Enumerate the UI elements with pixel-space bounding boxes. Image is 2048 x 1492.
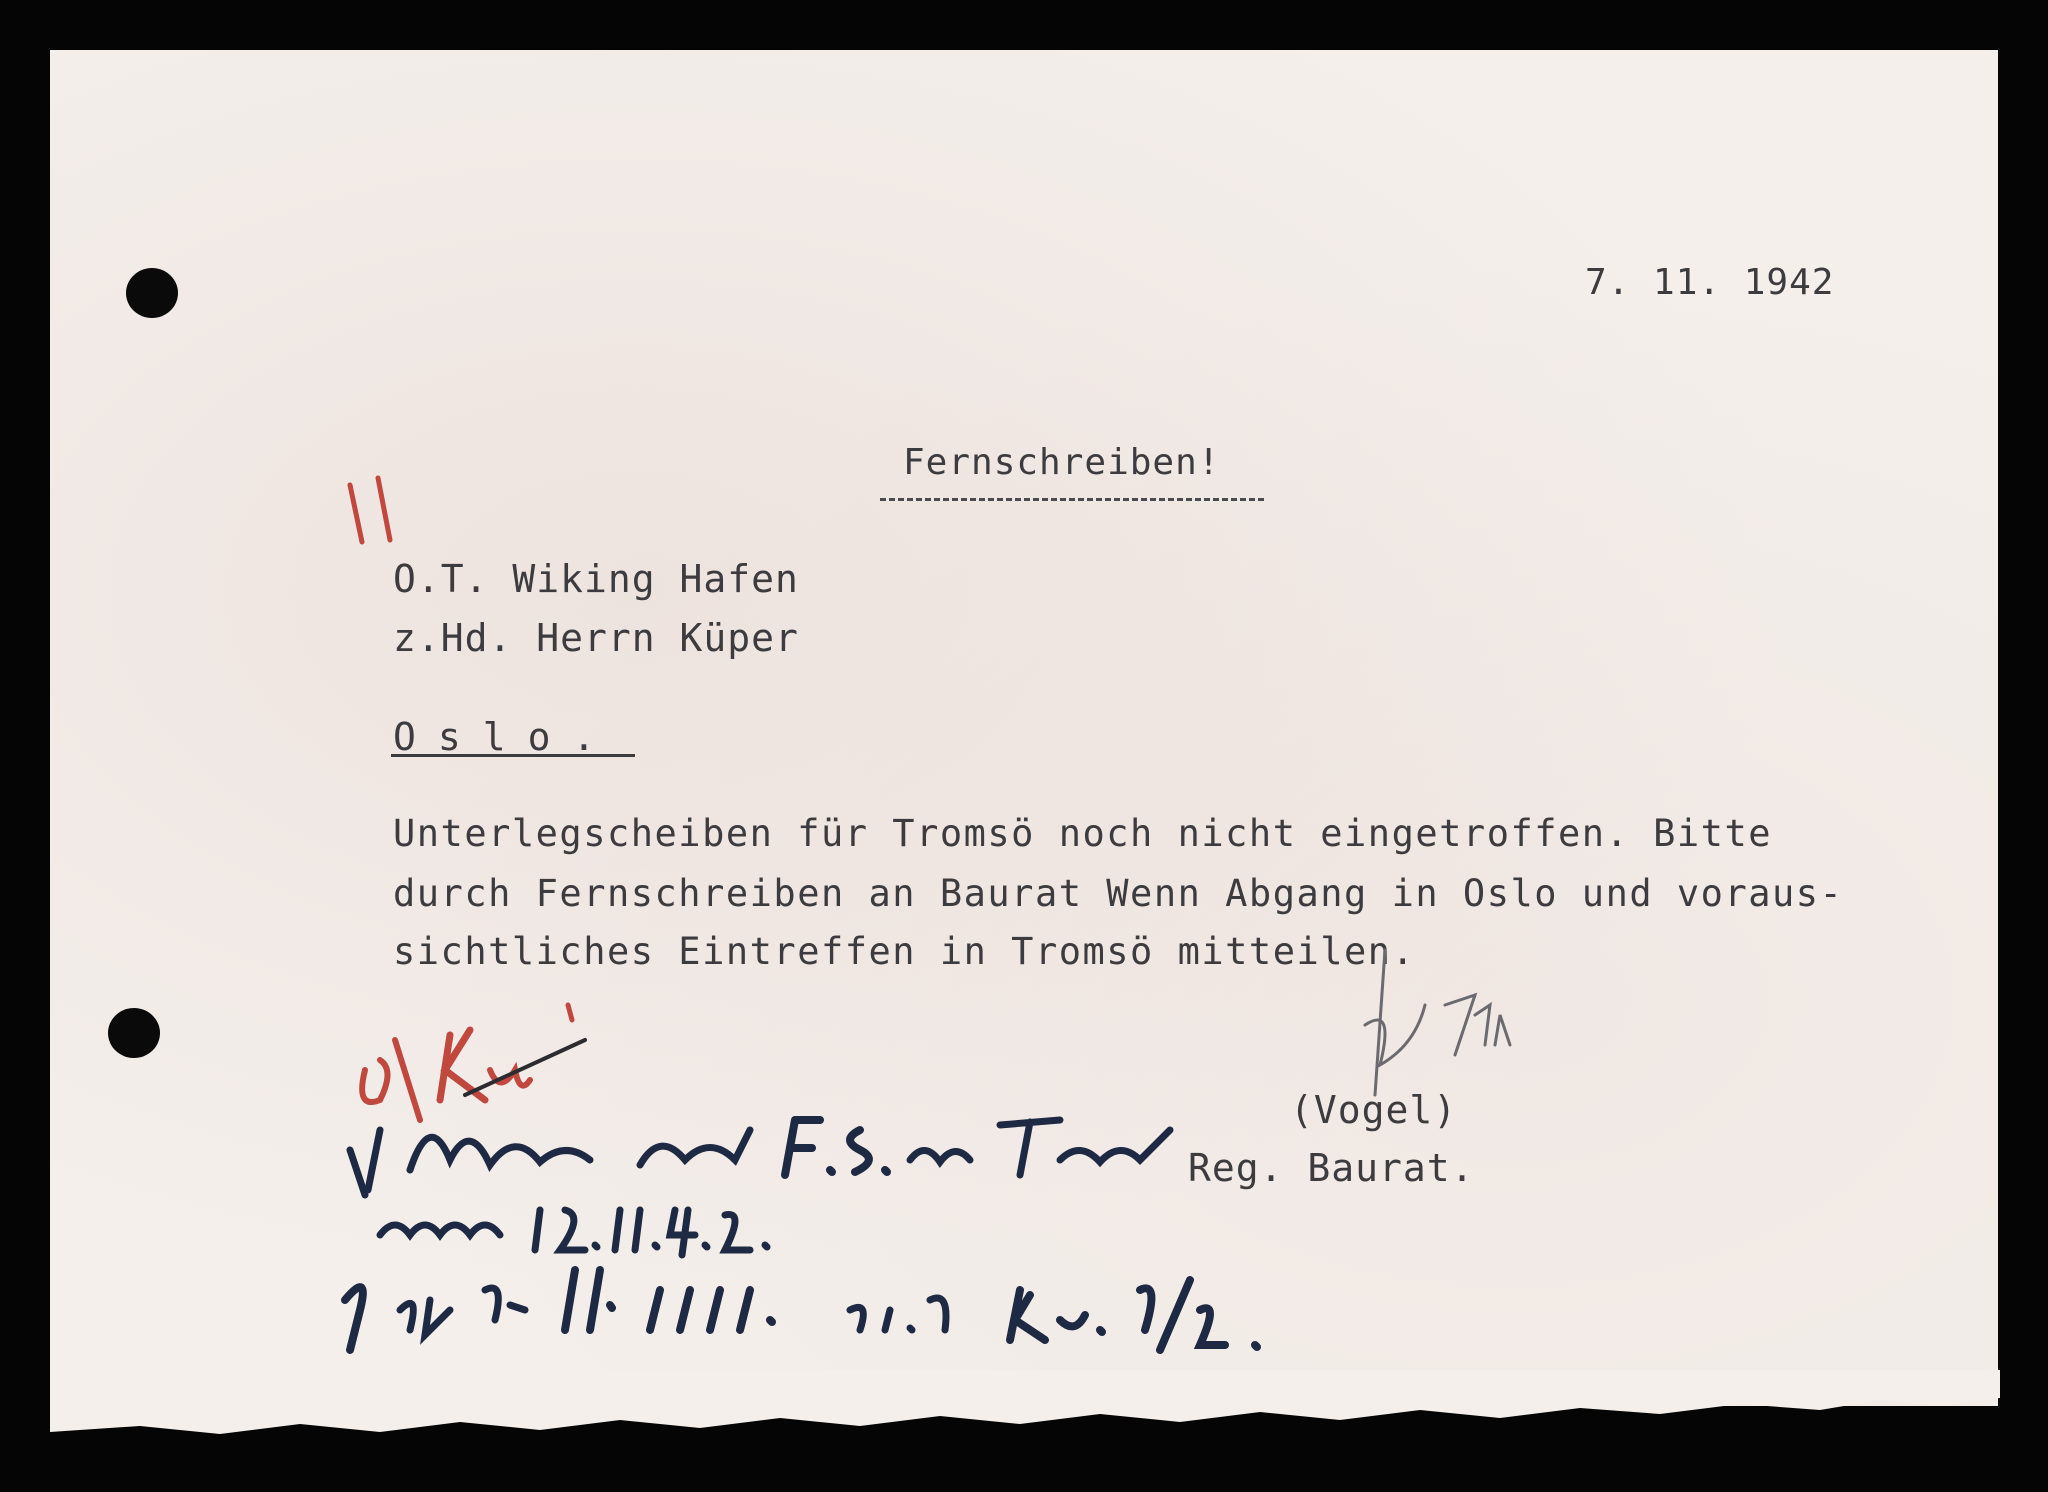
- body-line-1: Unterlegscheiben für Tromsö noch nicht eingetroffen. Bitte: [393, 812, 1773, 855]
- handwritten-note-line-3: [330, 1250, 1290, 1380]
- punch-hole-bottom: [108, 1008, 160, 1058]
- punch-hole-top: [126, 268, 178, 318]
- title-underline: [880, 498, 1264, 501]
- recipient-city: Oslo.: [393, 715, 618, 759]
- handwritten-note-line-1: [340, 1100, 1180, 1200]
- pencil-initials: [1325, 945, 1525, 1125]
- document-page: [50, 50, 1998, 1406]
- torn-paper-edge: [40, 1370, 2010, 1450]
- recipient-line-2: z.Hd. Herrn Küper: [393, 616, 799, 660]
- red-mark-top-left: [340, 470, 400, 550]
- letter-title: Fernschreiben!: [903, 442, 1221, 483]
- recipient-line-1: O.T. Wiking Hafen: [393, 557, 799, 601]
- letter-date: 7. 11. 1942: [1585, 262, 1835, 303]
- signature-title: Reg. Baurat.: [1188, 1146, 1475, 1190]
- body-line-3: sichtliches Eintreffen in Tromsö mitteilen.: [393, 930, 1416, 973]
- signature-name: (Vogel): [1290, 1088, 1458, 1132]
- body-line-2: durch Fernschreiben an Baurat Wenn Abgang in Oslo und voraus-: [393, 872, 1844, 915]
- city-underline: [391, 754, 635, 757]
